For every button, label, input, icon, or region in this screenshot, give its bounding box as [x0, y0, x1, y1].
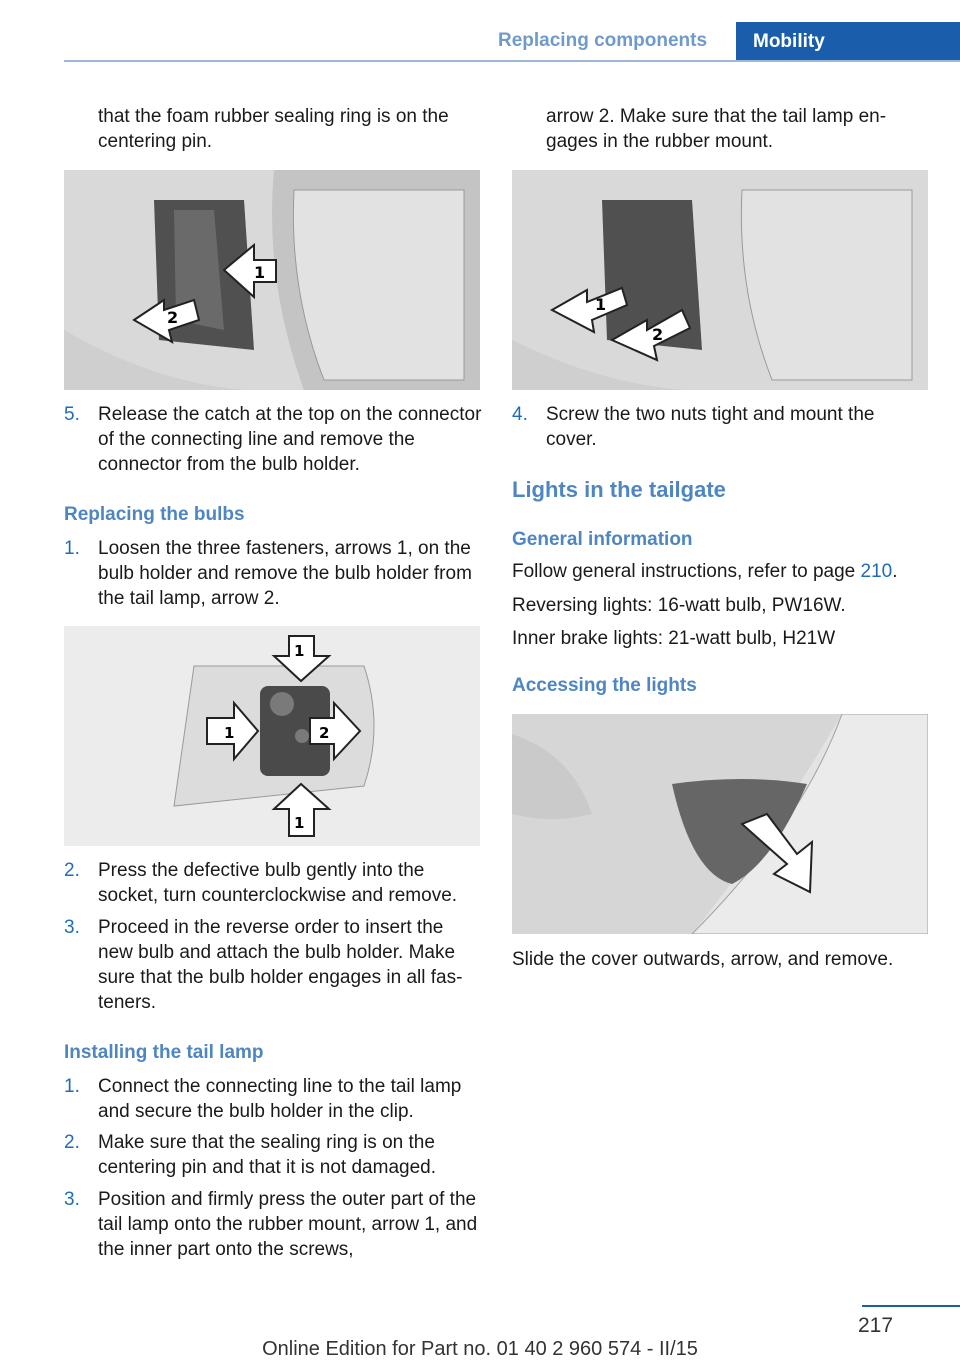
step-text: Proceed in the reverse order to insert the new bulb and attach the bulb holder. Make sure that the bulb holder engages in all fasteners. [98, 917, 463, 1013]
heading-replacing-bulbs: Replacing the bulbs [64, 504, 245, 525]
inner-brake-lights-text: Inner brake lights: 21-watt bulb, H21W [512, 628, 836, 649]
reversing-lights-text: Reversing lights: 16-watt bulb, PW16W. [512, 595, 846, 616]
right-intro-text: arrow 2. Make sure that the tail lamp engages in the rubber mount. [546, 106, 887, 152]
step-number: 3. [64, 1189, 80, 1210]
figure-label-2: 2 [652, 325, 664, 344]
figure-label-2: 2 [167, 308, 179, 327]
step-text: Screw the two nuts tight and mount the cover. [546, 404, 875, 450]
left-intro-text: that the foam rubber sealing ring is on the centering pin. [98, 106, 449, 152]
header-rule [64, 60, 960, 62]
figure-label-2: 2 [319, 724, 330, 742]
step-number: 4. [512, 404, 528, 425]
step-number: 3. [64, 917, 80, 938]
header-section-title: Replacing components [498, 30, 708, 51]
step-number: 1. [64, 538, 80, 559]
step-number: 2. [64, 1132, 80, 1153]
heading-lights-tailgate: Lights in the tailgate [512, 477, 726, 502]
step-text: Loosen the three fasteners, arrows 1, on the bulb holder and remove the bulb holder from the tail lamp, arrow 2. [98, 538, 472, 609]
figure-label-1: 1 [294, 814, 305, 832]
general-instructions-text: Follow general instructions, refer to page 210. [512, 561, 898, 582]
header-chapter-tab: Mobility [736, 22, 960, 62]
step-text: Position and firmly press the outer part of the tail lamp onto the rubber mount, arrow 1, and the inner part onto the screws, [98, 1189, 478, 1260]
step-text: Release the catch at the top on the connector of the connecting line and remove the connector from the bulb holder. [98, 404, 482, 475]
step-text: Press the defective bulb gently into the socket, turn counterclockwise and remove. [98, 860, 458, 906]
heading-installing-tail-lamp: Installing the tail lamp [64, 1042, 264, 1063]
slide-cover-text: Slide the cover outwards, arrow, and remove. [512, 949, 894, 970]
heading-accessing-lights: Accessing the lights [512, 675, 697, 696]
figure-tail-lamp-mount [512, 170, 928, 390]
step-number: 5. [64, 404, 80, 425]
step-text: Make sure that the sealing ring is on the centering pin and that it is not damaged. [98, 1132, 437, 1178]
figure-label-1: 1 [254, 263, 266, 282]
figure-label-1: 1 [224, 724, 235, 742]
figure-bulb-holder [64, 626, 480, 846]
edition-footer: Online Edition for Part no. 01 40 2 960 574 - II/15 [262, 1338, 698, 1360]
step-text: Connect the connecting line to the tail lamp and secure the bulb holder in the clip. [98, 1076, 462, 1122]
page-number: 217 [858, 1314, 894, 1337]
page-number-rule [862, 1305, 960, 1307]
figure-label-1: 1 [294, 642, 305, 660]
step-number: 2. [64, 860, 80, 881]
figure-tailgate-cover [512, 714, 928, 934]
heading-general-information: General information [512, 529, 693, 550]
figure-tail-lamp-removal [64, 170, 480, 390]
step-number: 1. [64, 1076, 80, 1097]
figure-label-1: 1 [595, 295, 607, 314]
page-reference-link[interactable]: 210 [860, 561, 893, 582]
